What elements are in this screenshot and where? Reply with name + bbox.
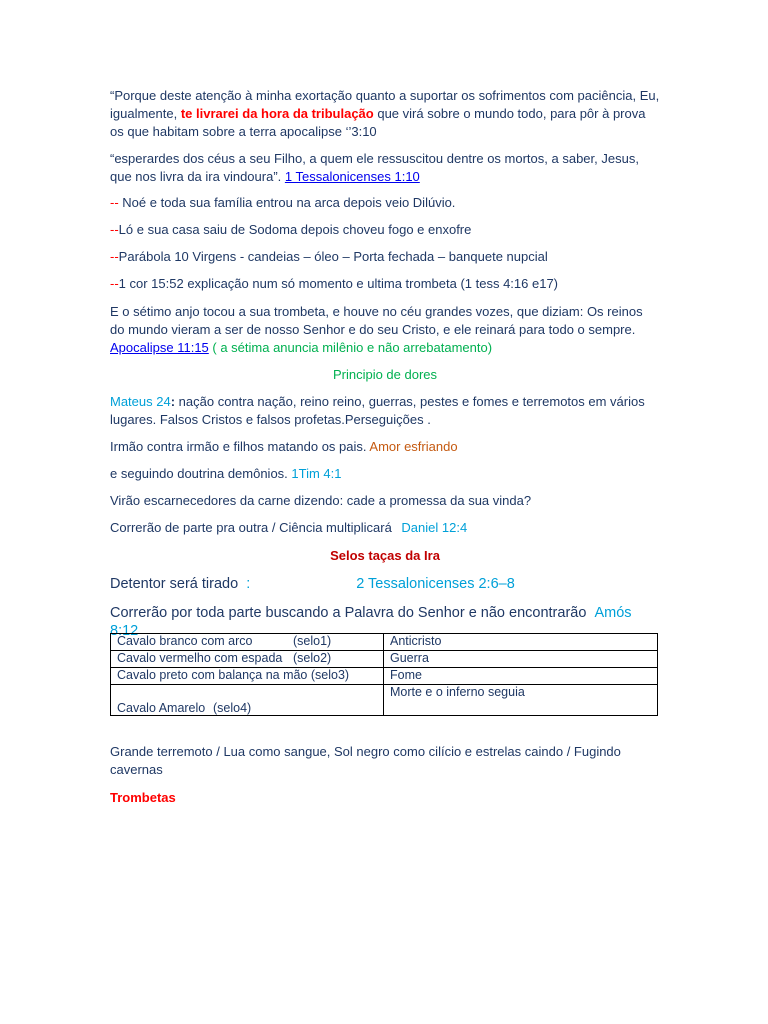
paragraph-doutrina: [110, 465, 660, 483]
seal-label: (selo2): [293, 651, 332, 665]
text-run: e seguindo doutrina demônios.: [110, 466, 292, 481]
reference-text: Daniel 12:4: [401, 520, 468, 535]
dash-marker: --: [110, 195, 123, 210]
table-cell: Anticristo: [384, 634, 658, 651]
cell-text: Cavalo branco com arco: [117, 634, 253, 648]
table-cell: [111, 668, 384, 685]
seal-label: (selo1): [293, 634, 332, 648]
text-run: Correrão de parte pra outra / Ciência multiplicará: [110, 520, 396, 535]
paragraph-apocalipse-11-15: [110, 303, 660, 357]
seal-label: (selo4): [213, 701, 252, 715]
text-run: “Porque deste atenção à minha exortação quanto a suportar os sofrimentos com paciência, Eu, igualmente,: [110, 88, 660, 121]
cell-text: Cavalo vermelho com espada: [117, 651, 283, 665]
heading-trombetas: Trombetas: [110, 790, 176, 805]
table-row: [111, 685, 658, 716]
table-row: [111, 668, 658, 685]
cell-text: Cavalo preto com balança na mão: [117, 668, 308, 682]
list-item-text: Noé e toda sua família entrou na arca depois veio Dilúvio.: [122, 195, 456, 210]
table-cell: Guerra: [384, 651, 658, 668]
list-item-text: 1 cor 15:52 explicação num só momento e ultima trombeta (1 tess 4:16 e17): [118, 276, 559, 291]
paragraph-irmao: [110, 438, 660, 456]
table-cell: Morte e o inferno seguia: [384, 685, 658, 716]
paragraph-escarnecedores: Virão escarnecedores da carne dizendo: cade a promessa da sua vinda?: [110, 493, 532, 508]
table-cell: [111, 634, 384, 651]
reference-text: Amós 8:12: [110, 605, 632, 639]
table-row: [111, 651, 658, 668]
note-text: ( a sétima anuncia milênio e não arrebatamento): [208, 340, 493, 355]
cell-text: Cavalo Amarelo: [117, 701, 206, 715]
table-cell: [111, 685, 384, 716]
list-item-text: Ló e sua casa saiu de Sodoma depois choveu fogo e enxofre: [118, 222, 472, 237]
seals-table: [110, 633, 658, 716]
text-run: E o sétimo anjo tocou a sua trombeta, e houve no céu grandes vozes, que diziam: Os reinos do mundo vieram a ser de nosso Senhor e do seu Cristo, e ele reinará para todo o sempre.: [110, 304, 643, 337]
reference-text: Mateus 24: [110, 394, 171, 409]
paragraph-mateus-24: [110, 393, 660, 429]
paragraph-grande-terremoto: Grande terremoto / Lua como sangue, Sol negro como cilício e estrelas caindo / Fugindo cavernas: [110, 744, 621, 777]
paragraph-tessalonicenses: [110, 150, 660, 186]
list-item-noe: [110, 194, 660, 212]
link-1-tessalonicenses-1-10[interactable]: 1 Tessalonicenses 1:10: [284, 169, 420, 184]
dash-marker: --: [110, 276, 119, 291]
link-apocalipse-11-15[interactable]: Apocalipse 11:15: [110, 340, 209, 355]
paragraph-detentor: [110, 575, 660, 593]
text-run: que virá sobre o mundo todo, para pôr à prova os que habitam sobre a terra apocalipse ‘’3:10: [110, 106, 646, 139]
table-row: [111, 634, 658, 651]
dash-marker: --: [110, 249, 119, 264]
list-item-text: Parábola 10 Virgens - candeias – óleo – Porta fechada – banquete nupcial: [118, 249, 548, 264]
paragraph-daniel: [110, 519, 660, 537]
reference-text: 1Tim 4:1: [291, 466, 342, 481]
table-cell: [111, 651, 384, 668]
colon: :: [246, 576, 251, 592]
heading-selos-tacas: Selos taças da Ira: [330, 548, 440, 563]
text-run: Detentor será tirado: [110, 576, 243, 592]
text-run: nação contra nação, reino reino, guerras, pestes e fomes e terremotos em vários lugares. Falsos Cristos e falsos profetas.Perseguições .: [110, 394, 645, 427]
reference-text: 2 Tessalonicenses 2:6–8: [356, 576, 515, 592]
seal-label: (selo3): [310, 668, 350, 682]
highlight-text: te livrarei da hora da tribulação: [180, 106, 374, 121]
dash-marker: --: [110, 222, 119, 237]
text-run: “esperardes dos céus a seu Filho, a quem ele ressuscitou dentre os mortos, a saber, Jesus, que nos livra da ira vindoura”.: [110, 151, 639, 184]
text-run: Irmão contra irmão e filhos matando os pais.: [110, 439, 370, 454]
list-item-parabola: [110, 248, 660, 266]
colon: :: [170, 394, 176, 409]
list-item-1-cor: [110, 275, 660, 293]
list-item-lo: [110, 221, 660, 239]
heading-principio-de-dores: Principio de dores: [332, 367, 438, 382]
paragraph-apocalipse-3-10: [110, 87, 660, 141]
highlight-text: Amor esfriando: [369, 439, 458, 454]
table-cell: Fome: [384, 668, 658, 685]
text-run: Correrão por toda parte buscando a Palavra do Senhor e não encontrarão: [110, 605, 591, 621]
